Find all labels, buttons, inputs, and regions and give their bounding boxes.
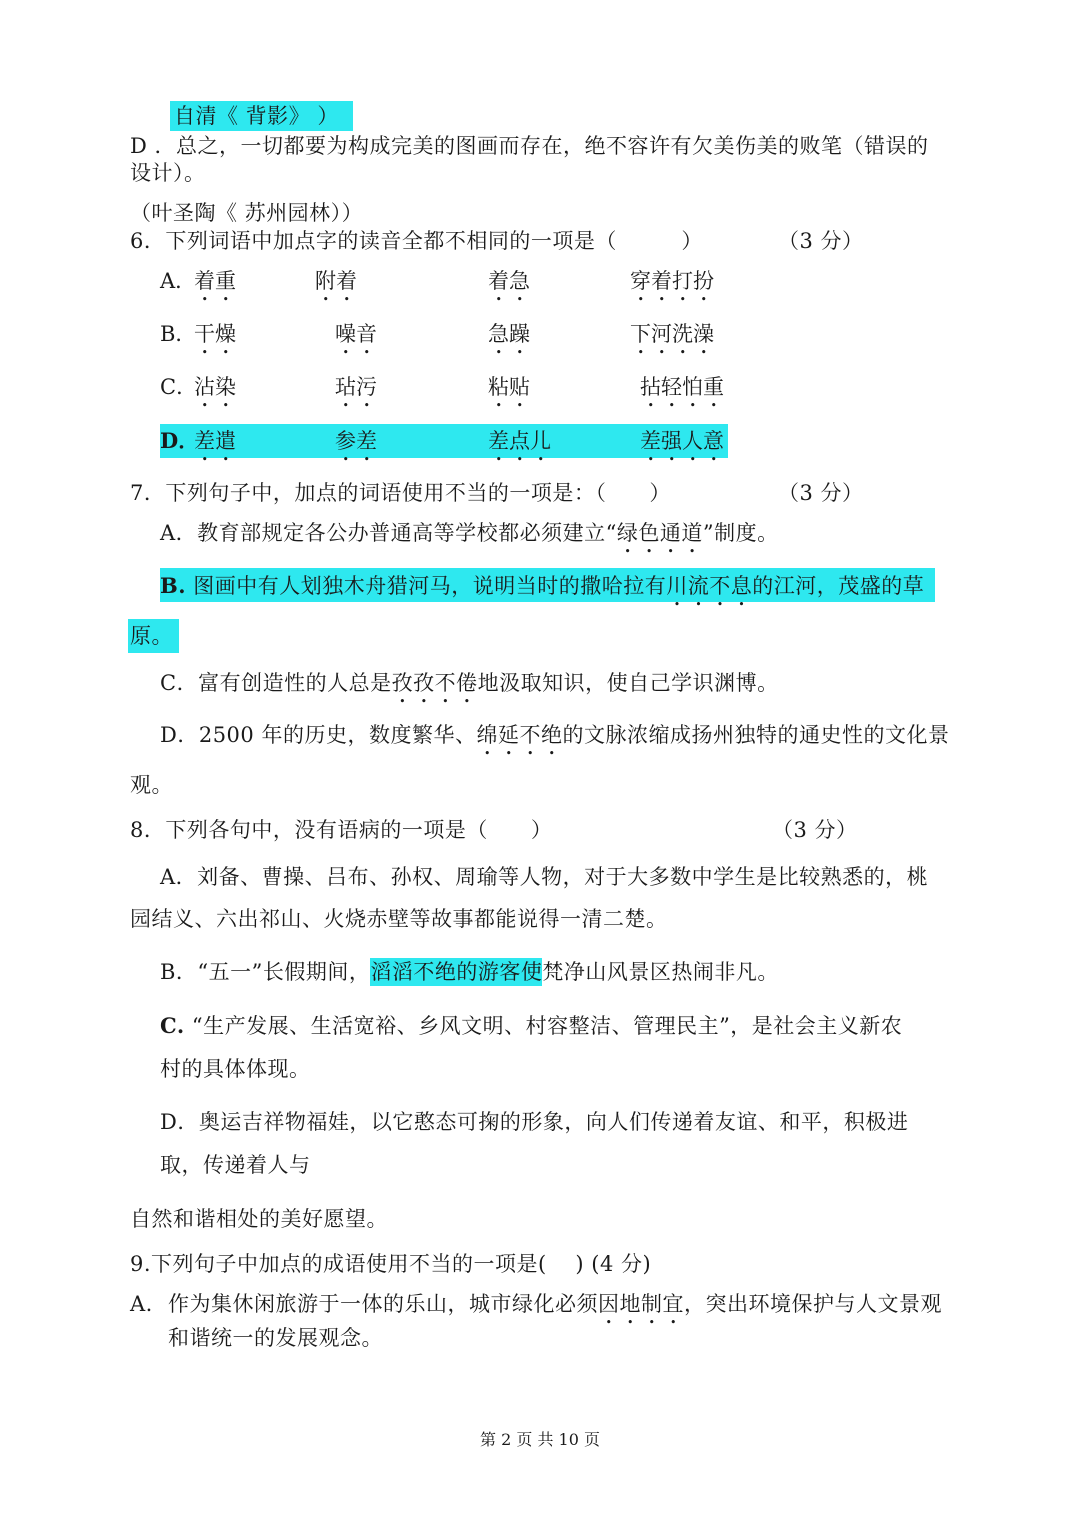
- question-8-option-d-line3: 自然和谐相处的美好愿望。: [130, 1207, 388, 1231]
- question-8-option-c-line1: [160, 1011, 902, 1041]
- question-7-stem: 7．下列句子中，加点的词语使用不当的一项是：（ ）: [130, 481, 671, 505]
- option-text: ”制度。: [702, 521, 779, 545]
- dotted-term: 绿色通道: [616, 521, 703, 545]
- option-text: B．“五一”长假期间，: [160, 960, 371, 984]
- question-7-score: （3 分）: [778, 481, 864, 505]
- question-7-option-a: [160, 518, 779, 558]
- question-8-option-d-line2: 取，传递着人与: [160, 1153, 311, 1177]
- option-d-line1: D ．总之，一切都要为构成完美的图画而存在，绝不容许有欠美伤美的败笔（错误的: [130, 134, 929, 158]
- question-8-score: （3 分）: [772, 818, 858, 842]
- option-label: D．: [160, 428, 200, 453]
- option-text: 梵净山风景区热闹非凡。: [542, 960, 779, 984]
- dotted-term: 因地制宜: [598, 1292, 684, 1316]
- option-word: 沾染: [194, 375, 236, 399]
- option-label: B.: [160, 573, 187, 598]
- option-text: “生产发展、生活宽裕、乡风文明、村容整洁、管理民主”，是社会主义新农: [184, 1014, 903, 1038]
- option-text: 作为集休闲旅游于一体的乐山，城市绿化必须: [168, 1292, 598, 1316]
- question-8-option-a-line2: 园结义、六出祁山、火烧赤壁等故事都能说得一清二楚。: [130, 907, 668, 931]
- question-9-option-a-line2: 和谐统一的发展观念。: [168, 1326, 383, 1350]
- option-label: C．: [160, 375, 198, 399]
- option-text: ，突出环境保护与人文景观: [684, 1292, 942, 1316]
- highlighted-phrase: 滔滔不绝的游客使: [370, 960, 543, 984]
- highlighted-source-fragment: 自清《 背影》 ）: [170, 101, 353, 131]
- option-text: A．教育部规定各公办普通高等学校都必须建立“: [160, 521, 617, 545]
- option-text: 的江河，茂盛的草: [752, 574, 925, 598]
- option-label: C.: [160, 1013, 185, 1038]
- question-7-option-d: [160, 720, 949, 760]
- option-word: 急躁: [488, 322, 530, 346]
- question-8-option-b: [160, 957, 779, 987]
- option-d-line2: 设计）。: [130, 161, 206, 185]
- question-9-stem: 9.下列句子中加点的成语使用不当的一项是( ) (4 分): [130, 1252, 652, 1276]
- option-word: 拈轻怕重: [640, 375, 724, 399]
- option-word: 差遣: [194, 429, 236, 453]
- question-7-option-d-line2: 观。: [130, 773, 173, 797]
- option-text: 图画中有人划独木舟猎河马，说明当时的撒哈拉有: [186, 574, 667, 598]
- option-word: 干燥: [194, 322, 236, 346]
- question-6-score: （3 分）: [778, 229, 864, 253]
- option-label: B．: [160, 322, 197, 346]
- option-word: 噪音: [335, 322, 377, 346]
- option-d-source: （叶圣陶《 苏州园林））: [130, 201, 364, 225]
- option-word: 着重: [194, 269, 236, 293]
- option-word: 下河洗澡: [630, 322, 714, 346]
- page-number-footer: 第 2 页 共 10 页: [480, 1430, 600, 1449]
- option-label: A.: [130, 1292, 153, 1316]
- question-8-option-c-line2: 村的具体体现。: [160, 1057, 311, 1081]
- question-6-stem: 6．下列词语中加点字的读音全都不相同的一项是（ ）: [130, 229, 703, 253]
- option-text: 的文脉浓缩成扬州独特的通史性的文化景: [562, 723, 950, 747]
- dotted-term: 孜孜不倦: [391, 671, 478, 695]
- question-8-stem: 8．下列各句中，没有语病的一项是（ ）: [130, 818, 553, 842]
- question-7-option-b: [160, 571, 924, 611]
- question-7-option-b-line2: 原。: [128, 619, 179, 653]
- option-word: 穿着打扮: [630, 269, 714, 293]
- option-word: 差点儿: [488, 429, 551, 453]
- option-label: A．: [160, 269, 197, 293]
- dotted-term: 绵延不绝: [476, 723, 563, 747]
- option-word: 附着: [315, 269, 357, 293]
- option-text: C．富有创造性的人总是: [160, 671, 392, 695]
- option-word: 玷污: [335, 375, 377, 399]
- option-word: 差强人意: [640, 429, 724, 453]
- option-text: 地汲取知识，使自己学识渊博。: [477, 671, 779, 695]
- option-word: 着急: [488, 269, 530, 293]
- question-7-option-c: [160, 668, 779, 708]
- option-word: 粘贴: [488, 375, 530, 399]
- option-text: D．2500 年的历史，数度繁华、: [160, 723, 477, 747]
- question-8-option-d-line1: D．奥运吉祥物福娃，以它憨态可掬的形象，向人们传递着友谊、和平，积极进: [160, 1110, 909, 1134]
- option-word: 参差: [335, 429, 377, 453]
- question-8-option-a-line1: A．刘备、曹操、吕布、孙权、周瑜等人物，对于大多数中学生是比较熟悉的，桃: [160, 865, 929, 889]
- dotted-term: 川流不息: [666, 574, 753, 598]
